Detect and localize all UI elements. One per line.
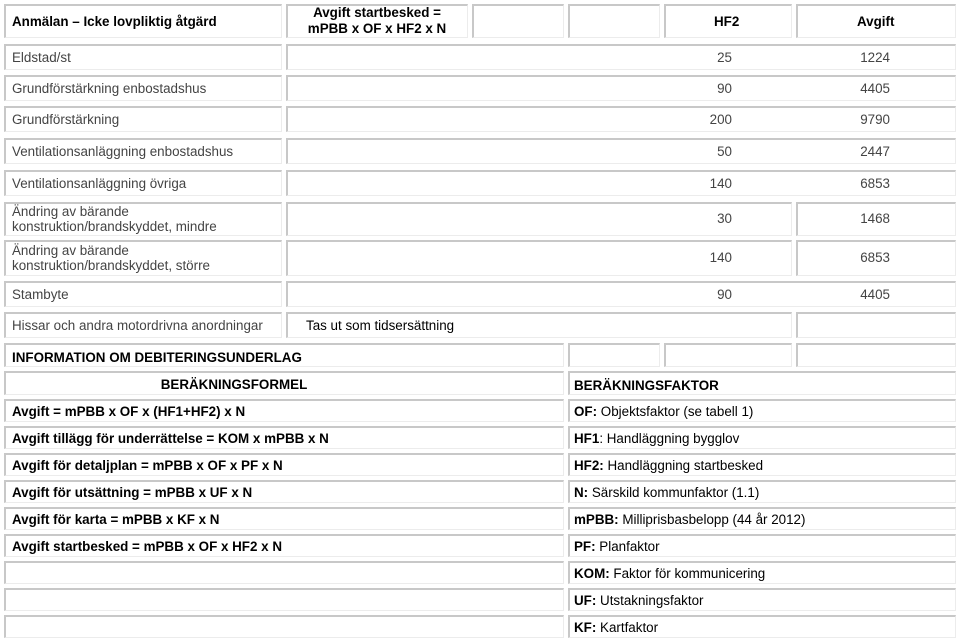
- row-hf2-value: 200: [709, 112, 732, 127]
- formula-text: Avgift tillägg för underrättelse = KOM x mPBB x N: [12, 431, 329, 446]
- formula-text: Avgift för detaljplan = mPBB x OF x PF x N: [12, 458, 283, 473]
- factor-key: KOM:: [574, 566, 610, 581]
- column-header-avgift: Avgift: [857, 14, 895, 29]
- formula-text: Avgift = mPBB x OF x (HF1+HF2) x N: [12, 404, 246, 419]
- factor-item: [574, 593, 703, 609]
- factor-key: OF:: [574, 404, 598, 419]
- row-avgift-value: 1224: [860, 50, 890, 65]
- factor-key: HF1: [574, 431, 600, 446]
- factor-key: N:: [574, 485, 589, 500]
- row-hf2-value: 25: [717, 50, 732, 65]
- factor-item: [574, 539, 660, 555]
- header-formula-line1: Avgift startbesked =: [313, 5, 441, 20]
- formula-row: [4, 561, 564, 584]
- row-hf2-value: 140: [709, 250, 732, 265]
- formula-row: [4, 588, 564, 611]
- factor-key: UF:: [574, 593, 597, 608]
- row-label: Stambyte: [12, 287, 69, 302]
- factor-desc: Faktor för kommunicering: [609, 566, 766, 581]
- row-avgift-value: 2447: [860, 144, 890, 159]
- row-avgift-value: 1468: [860, 211, 890, 226]
- row-avgift-value: 6853: [860, 250, 890, 265]
- factor-item: [574, 458, 763, 474]
- factor-desc: Kartfaktor: [596, 620, 659, 635]
- factor-item: [574, 620, 658, 636]
- row-avgift-value: 4405: [860, 81, 890, 96]
- factor-item: [574, 566, 765, 582]
- factor-desc: Planfaktor: [595, 539, 660, 554]
- info-empty-cell: [664, 343, 792, 367]
- factor-desc: Särskild kommunfaktor (1.1): [588, 485, 760, 500]
- factor-desc: Utstakningsfaktor: [596, 593, 704, 608]
- factor-key: PF:: [574, 539, 596, 554]
- info-empty-cell: [796, 343, 956, 367]
- info-empty-cell: [568, 343, 660, 367]
- header-empty-cell: [472, 4, 564, 38]
- column-header-hf2: HF2: [714, 14, 740, 29]
- row-hf2-value: 90: [717, 287, 732, 302]
- factor-desc: Objektsfaktor (se tabell 1): [597, 404, 754, 419]
- factor-key: HF2:: [574, 458, 604, 473]
- factor-desc: Handläggning startbesked: [603, 458, 764, 473]
- row-label: Hissar och andra motordrivna anordningar: [12, 318, 263, 333]
- formula-heading: BERÄKNINGSFORMEL: [160, 377, 308, 392]
- row-label-line2: konstruktion/brandskyddet, mindre: [12, 219, 217, 234]
- row-hf2-value: 50: [717, 144, 732, 159]
- factor-item: [574, 431, 739, 447]
- info-heading: INFORMATION OM DEBITERINGSUNDERLAG: [12, 350, 302, 365]
- table-row-fill: [796, 312, 956, 338]
- row-label-line2: konstruktion/brandskyddet, större: [12, 258, 210, 273]
- factor-heading: BERÄKNINGSFAKTOR: [574, 378, 719, 393]
- row-label-line1: Ändring av bärande: [12, 243, 129, 258]
- row-label: Grundförstärkning: [12, 112, 120, 127]
- row-hf2-value: 30: [717, 211, 732, 226]
- row-label-line1: Ändring av bärande: [12, 204, 129, 219]
- row-label: Ventilationsanläggning enbostadshus: [12, 144, 234, 159]
- factor-item: [574, 512, 805, 528]
- page-title: Anmälan – Icke lovpliktig åtgärd: [12, 14, 217, 29]
- header-formula-line2: mPBB x OF x HF2 x N: [307, 21, 447, 36]
- factor-key: mPBB:: [574, 512, 619, 527]
- factor-item: [574, 485, 759, 501]
- row-note: Tas ut som tidsersättning: [306, 318, 455, 333]
- factor-desc: Milliprisbasbelopp (44 år 2012): [618, 512, 806, 527]
- factor-desc: : Handläggning bygglov: [599, 431, 740, 446]
- formula-text: Avgift för karta = mPBB x KF x N: [12, 512, 220, 527]
- formula-row: [4, 615, 564, 638]
- row-avgift-value: 9790: [860, 112, 890, 127]
- row-label: Ventilationsanläggning övriga: [12, 176, 187, 191]
- factor-key: KF:: [574, 620, 597, 635]
- factor-item: [574, 404, 753, 420]
- row-label: Grundförstärkning enbostadshus: [12, 81, 207, 96]
- row-avgift-value: 6853: [860, 176, 890, 191]
- row-avgift-value: 4405: [860, 287, 890, 302]
- row-hf2-value: 90: [717, 81, 732, 96]
- formula-text: Avgift för utsättning = mPBB x UF x N: [12, 485, 253, 500]
- formula-text: Avgift startbesked = mPBB x OF x HF2 x N: [12, 539, 282, 554]
- header-empty-cell: [568, 4, 660, 38]
- row-label: Eldstad/st: [12, 50, 71, 65]
- row-hf2-value: 140: [709, 176, 732, 191]
